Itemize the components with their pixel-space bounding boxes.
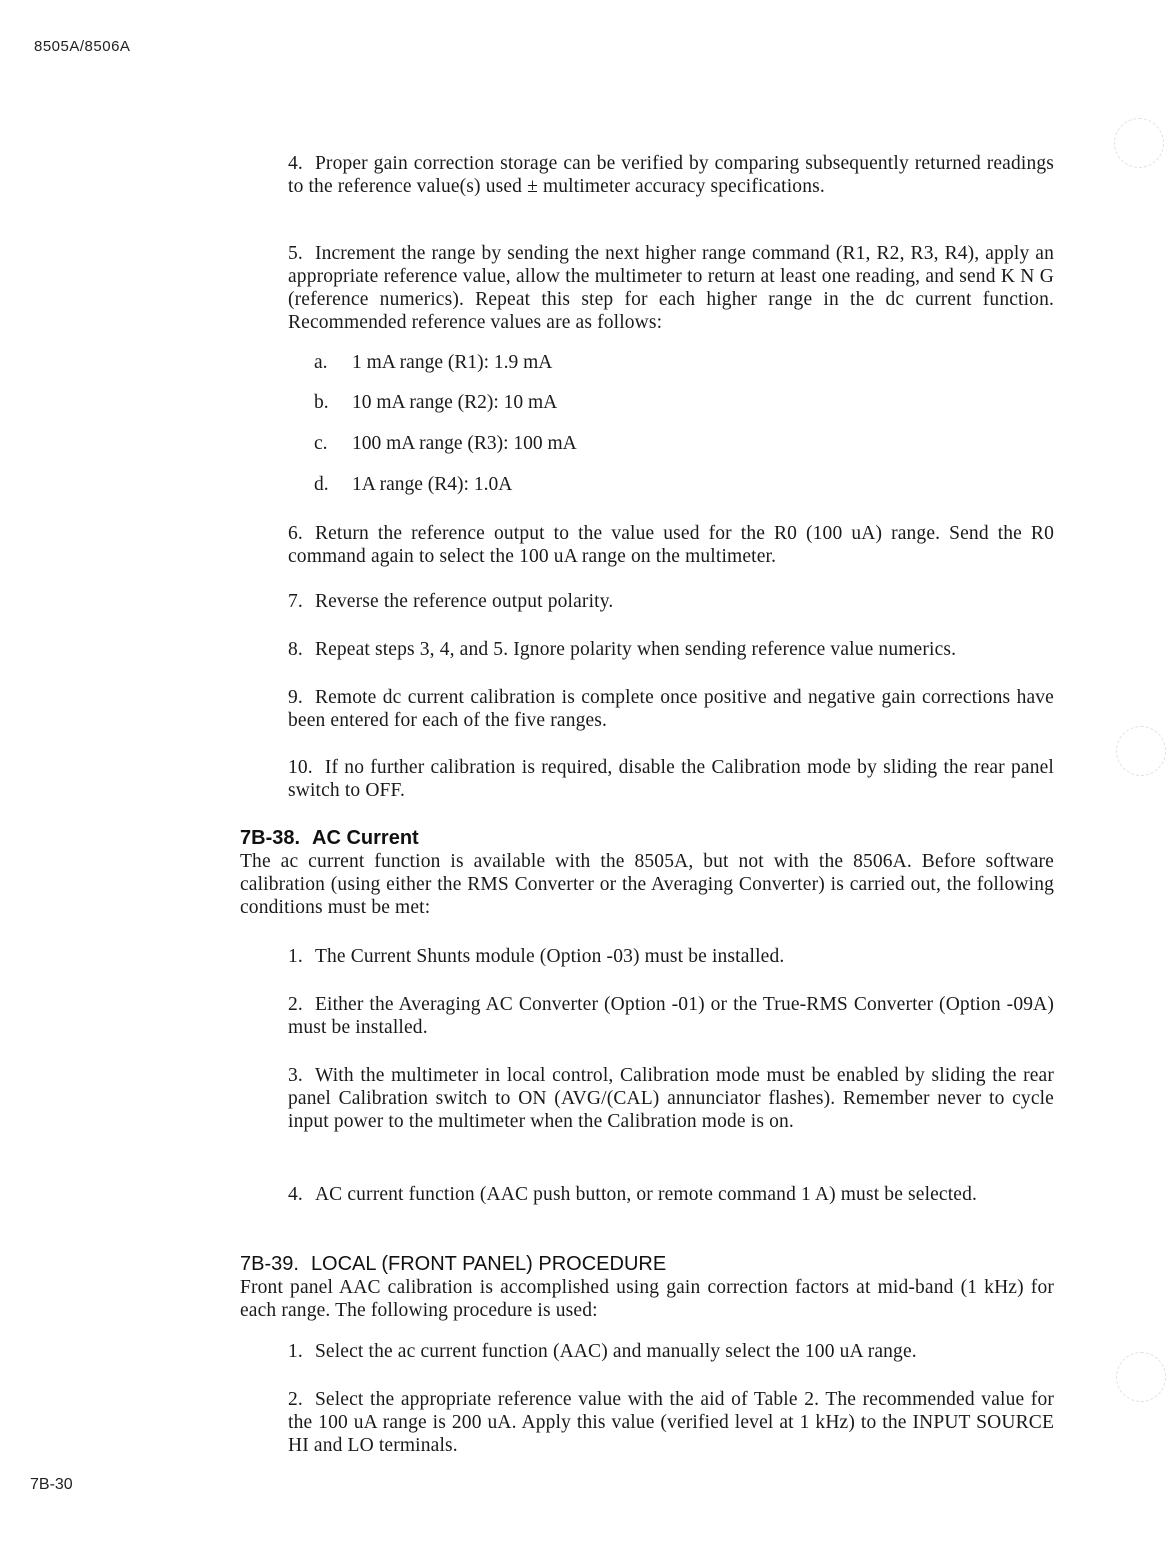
step-number: 5.	[288, 243, 303, 264]
condition-number: 3.	[288, 1065, 303, 1086]
step-text: Select the appropriate reference value with the aid of Table 2. The recommended value for the 100 uA range is 200 uA. Apply this value (verified level at 1 kHz) to the INPUT SOURCE HI and LO terminals.	[288, 1389, 1054, 1456]
condition-number: 2.	[288, 994, 303, 1015]
step-text: Select the ac current function (AAC) and manually select the 100 uA range.	[314, 1341, 917, 1362]
dc-step-7	[288, 590, 1054, 613]
step-text: Increment the range by sending the next higher range command (R1, R2, R3, R4), apply an appropriate reference value, allow the multimeter to return at least one reading, and send K N G (reference numerics). Repeat this step for each higher range in the dc current function. Recommended reference values are as follows:	[288, 243, 1054, 333]
dc-step-6	[288, 522, 1054, 568]
condition-text: The Current Shunts module (Option -03) must be installed.	[314, 946, 785, 967]
sub-item-text: 1A range (R4): 1.0A	[352, 474, 513, 495]
sub-item-letter: c.	[314, 433, 328, 454]
step-text: Remote dc current calibration is complete once positive and negative gain corrections have been entered for each of the five ranges.	[288, 687, 1054, 731]
binder-hole	[1116, 726, 1166, 776]
step-number: 6.	[288, 523, 303, 544]
step-text: Reverse the reference output polarity.	[314, 591, 614, 612]
sub-item-b	[314, 391, 557, 414]
condition-number: 1.	[288, 946, 303, 967]
section-heading-ac-current	[240, 826, 419, 850]
sub-item-c	[314, 432, 577, 455]
step-text: Proper gain correction storage can be verified by comparing subsequently returned readings to the reference value(s) used ± multimeter accuracy specifications.	[288, 153, 1054, 197]
sub-item-text: 10 mA range (R2): 10 mA	[352, 392, 558, 413]
section-title: AC Current	[312, 827, 419, 849]
section-number: 7B-39.	[240, 1253, 299, 1275]
step-number: 2.	[288, 1389, 303, 1410]
local-step-1	[288, 1340, 1054, 1363]
section-title: LOCAL (FRONT PANEL) PROCEDURE	[310, 1253, 667, 1275]
ac-condition-1	[288, 945, 1054, 968]
sub-item-letter: a.	[314, 352, 328, 373]
step-number: 10.	[288, 757, 313, 778]
sub-item-letter: b.	[314, 392, 329, 413]
document-id: 8505A/8506A	[34, 38, 131, 55]
sub-item-d	[314, 473, 512, 496]
ac-condition-2	[288, 993, 1054, 1039]
step-number: 8.	[288, 639, 303, 660]
sub-item-text: 100 mA range (R3): 100 mA	[352, 433, 577, 454]
section-number: 7B-38.	[240, 827, 301, 849]
condition-number: 4.	[288, 1184, 303, 1205]
dc-step-10	[288, 756, 1054, 802]
step-number: 9.	[288, 687, 303, 708]
ac-condition-4	[288, 1183, 1054, 1206]
ac-condition-3	[288, 1064, 1054, 1133]
dc-step-8	[288, 638, 1054, 661]
section-heading-local-procedure	[240, 1252, 666, 1276]
sub-item-letter: d.	[314, 474, 329, 495]
binder-hole	[1116, 1352, 1166, 1402]
condition-text: AC current function (AAC push button, or remote command 1 A) must be selected.	[314, 1184, 978, 1205]
condition-text: With the multimeter in local control, Calibration mode must be enabled by sliding the rear panel Calibration switch to ON (AVG/(CAL) annunciator flashes). Remember never to cycle input power to the multimeter when the Calibration mode is on.	[288, 1065, 1054, 1132]
dc-step-4	[288, 152, 1054, 198]
sub-item-a	[314, 351, 552, 374]
dc-step-5	[288, 242, 1054, 334]
dc-step-9	[288, 686, 1054, 732]
step-number: 7.	[288, 591, 303, 612]
step-text: Repeat steps 3, 4, and 5. Ignore polarity when sending reference value numerics.	[314, 639, 957, 660]
local-intro-paragraph: Front panel AAC calibration is accomplished using gain correction factors at mid-band (1 kHz) for each range. The following procedure is used:	[240, 1277, 1054, 1321]
step-number: 4.	[288, 153, 303, 174]
sub-item-text: 1 mA range (R1): 1.9 mA	[352, 352, 553, 373]
step-number: 1.	[288, 1341, 303, 1362]
page-number: 7B-30	[30, 1476, 73, 1493]
step-text: Return the reference output to the value used for the R0 (100 uA) range. Send the R0 command again to select the 100 uA range on the multimeter.	[288, 523, 1054, 567]
step-text: If no further calibration is required, disable the Calibration mode by sliding the rear panel switch to OFF.	[288, 757, 1054, 801]
ac-intro-paragraph: The ac current function is available with the 8505A, but not with the 8506A. Before software calibration (using either the RMS Converter or the Averaging Converter) is carried out, the following conditions must be met:	[240, 851, 1054, 918]
local-step-2	[288, 1388, 1054, 1457]
binder-hole	[1114, 118, 1164, 168]
condition-text: Either the Averaging AC Converter (Option -01) or the True-RMS Converter (Option -09A) must be installed.	[288, 994, 1054, 1038]
